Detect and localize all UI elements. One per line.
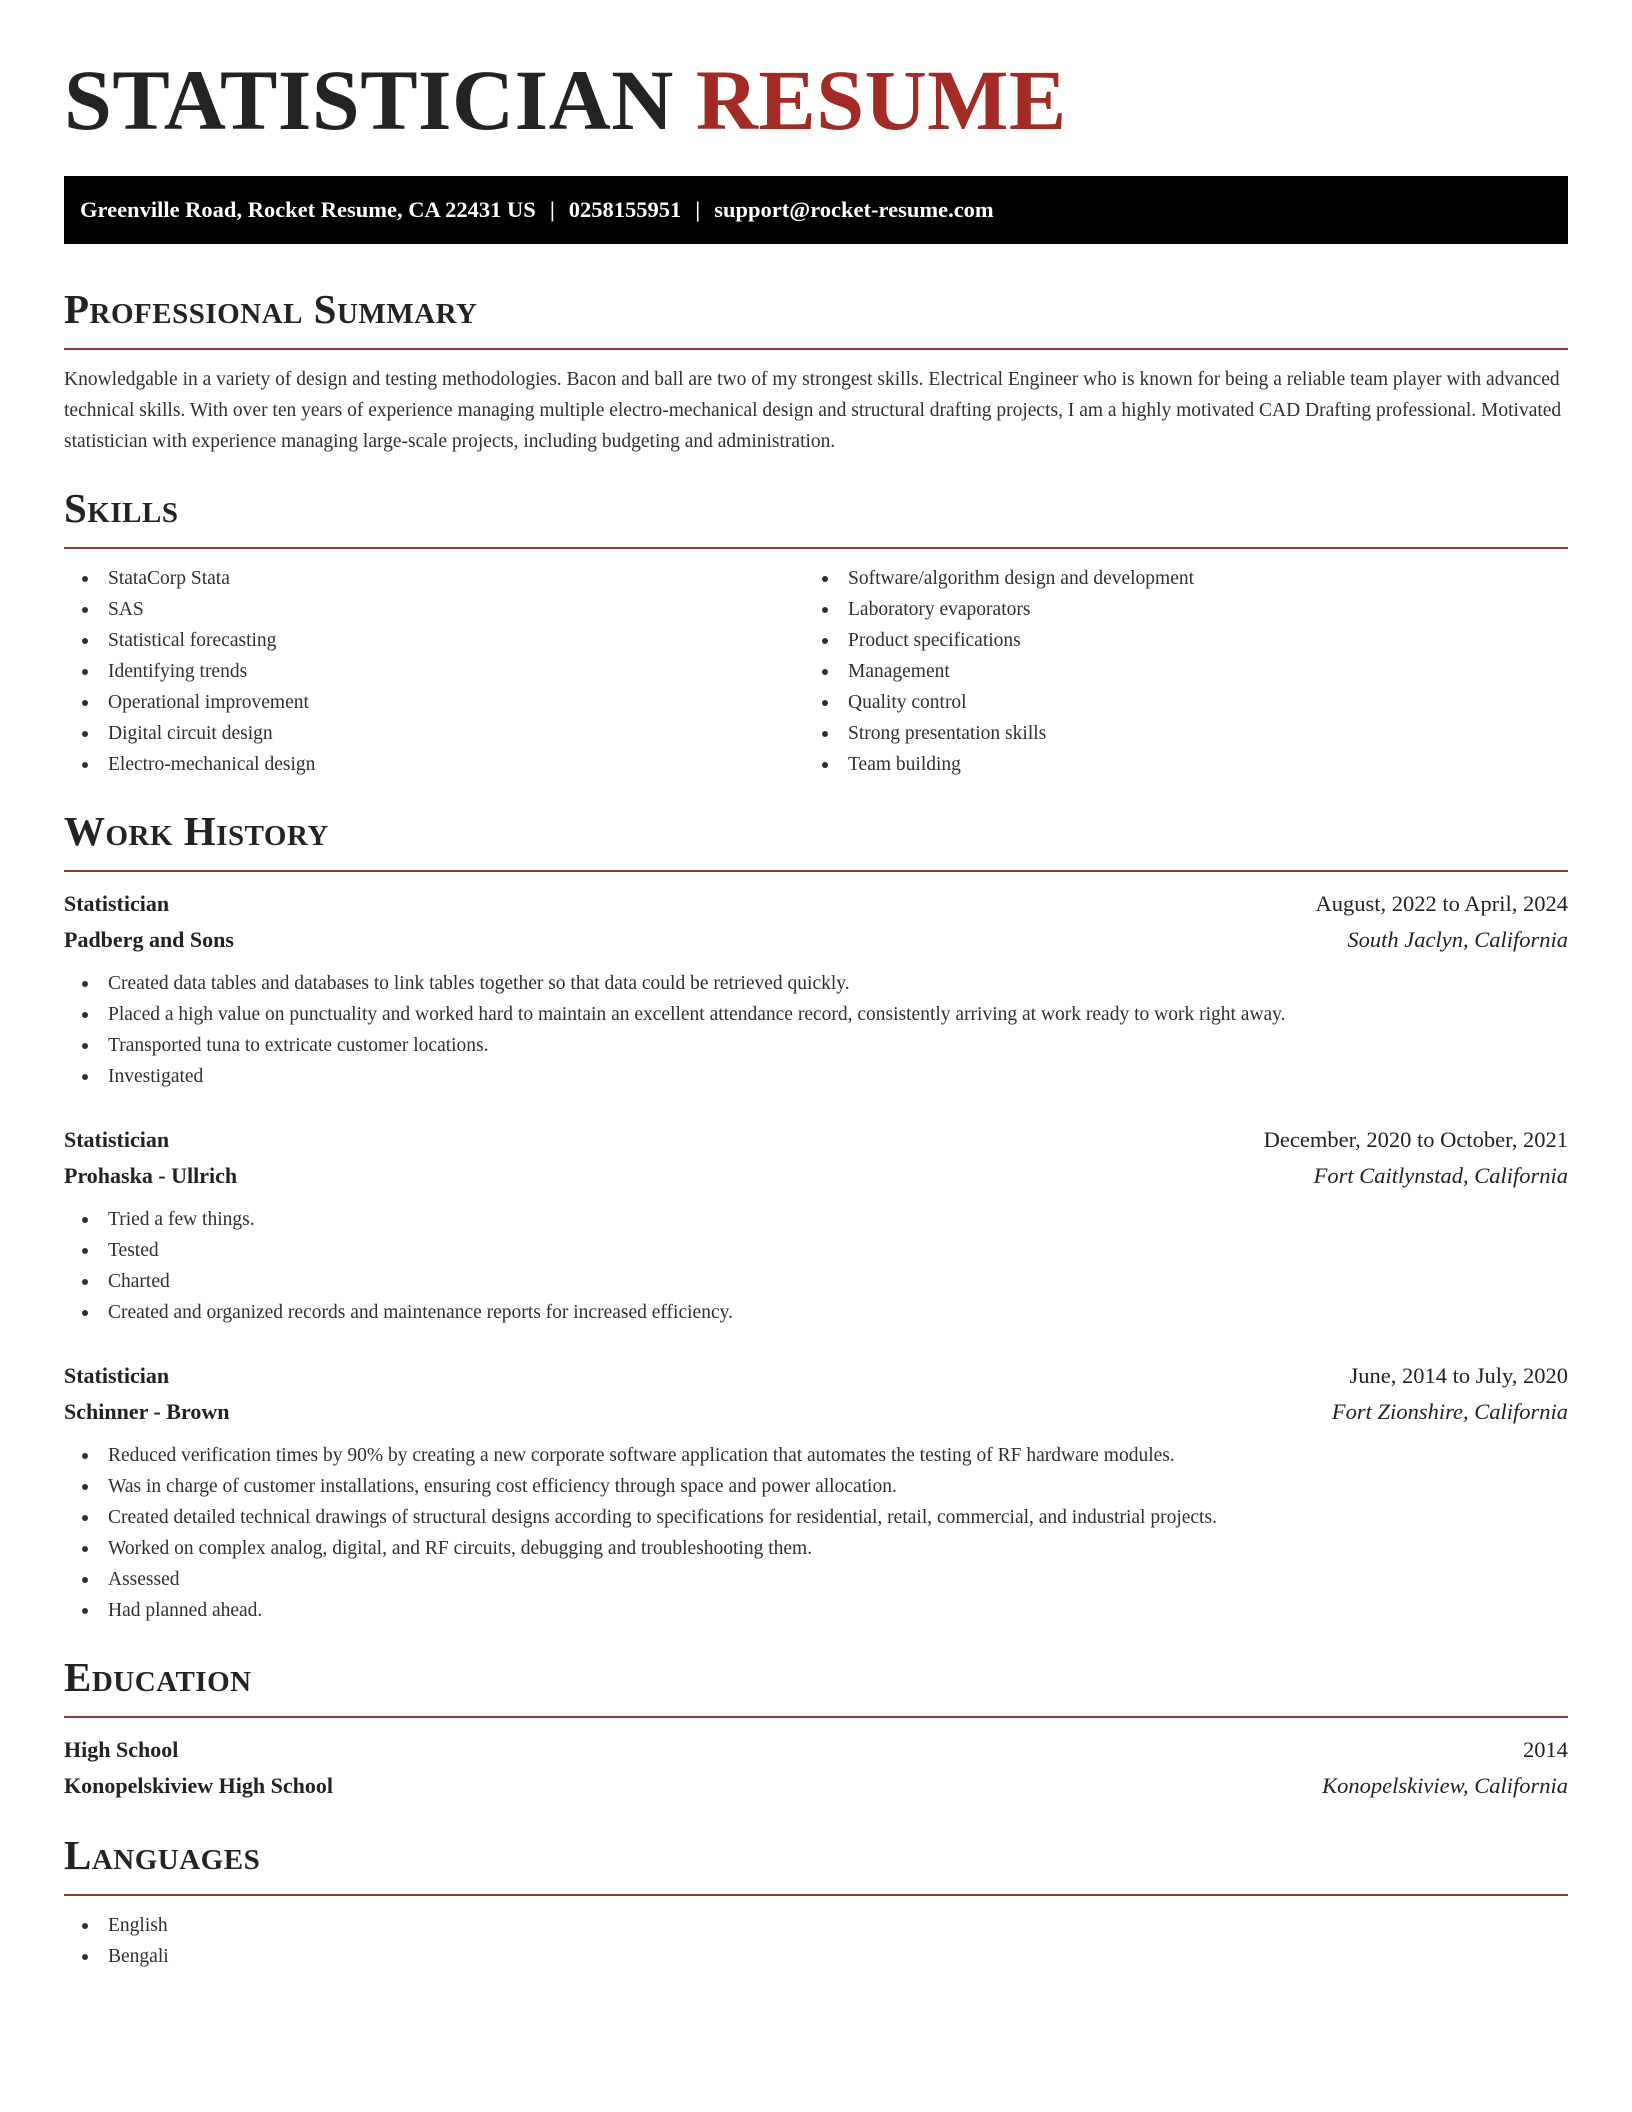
job-bullet: Charted xyxy=(64,1266,1568,1297)
language-item: Bengali xyxy=(64,1941,1568,1972)
skills-list-right xyxy=(804,563,1544,780)
skill-item: Software/algorithm design and development xyxy=(804,563,1544,594)
contact-separator: | xyxy=(695,197,701,222)
job-title: Statistician xyxy=(64,1127,170,1152)
job-bullets xyxy=(64,1440,1568,1626)
resume-page xyxy=(64,0,1568,1972)
job-entry xyxy=(64,886,1568,1092)
languages-section xyxy=(64,1830,1568,1972)
contact-bar xyxy=(64,176,1568,244)
job-bullet: Created detailed technical drawings of structural designs according to specifications for residential, retail, commercial, and industrial projects. xyxy=(64,1502,1568,1533)
job-dates: December, 2020 to October, 2021 xyxy=(1263,1127,1568,1152)
job-location: South Jaclyn, California xyxy=(1347,927,1568,952)
contact-email: support@rocket-resume.com xyxy=(714,197,994,222)
job-bullet: Tried a few things. xyxy=(64,1204,1568,1235)
job-bullet: Created data tables and databases to link tables together so that data could be retrieved quickly. xyxy=(64,968,1568,999)
title-main: STATISTICIAN xyxy=(64,52,674,148)
job-company: Schinner - Brown xyxy=(64,1399,230,1424)
job-location: Fort Zionshire, California xyxy=(1331,1399,1568,1424)
job-title: Statistician xyxy=(64,891,170,916)
skill-item: Laboratory evaporators xyxy=(804,594,1544,625)
education-degree: High School xyxy=(64,1737,179,1762)
skill-item: Digital circuit design xyxy=(64,718,804,749)
job-bullet: Worked on complex analog, digital, and RF circuits, debugging and troubleshooting them. xyxy=(64,1533,1568,1564)
job-dates: June, 2014 to July, 2020 xyxy=(1349,1363,1568,1388)
summary-text: Knowledgable in a variety of design and testing methodologies. Bacon and ball are two of my strongest skills. Electrical Engineer who is known for being a reliable team player with advanced technical skills. With over ten years of experience managing multiple electro-mechanical design and structural drafting projects, I am a highly motivated CAD Drafting professional. Motivated statistician with experience managing large-scale projects, including budgeting and administration. xyxy=(64,369,1562,452)
work-section xyxy=(64,806,1568,1626)
skill-item: Identifying trends xyxy=(64,656,804,687)
job-bullet: Tested xyxy=(64,1235,1568,1266)
job-bullet: Had planned ahead. xyxy=(64,1595,1568,1626)
skill-item: Product specifications xyxy=(804,625,1544,656)
skill-item: StataCorp Stata xyxy=(64,563,804,594)
work-heading: Work History xyxy=(64,808,329,854)
skill-item: Statistical forecasting xyxy=(64,625,804,656)
skill-item: Operational improvement xyxy=(64,687,804,718)
skills-heading: Skills xyxy=(64,485,179,531)
education-school: Konopelskiview High School xyxy=(64,1773,333,1798)
job-bullet: Reduced verification times by 90% by creating a new corporate software application that automates the testing of RF hardware modules. xyxy=(64,1440,1568,1471)
contact-phone: 0258155951 xyxy=(568,197,682,222)
education-section xyxy=(64,1652,1568,1804)
job-bullets xyxy=(64,968,1568,1092)
section-divider xyxy=(64,348,1568,350)
section-divider xyxy=(64,1894,1568,1896)
job-bullet: Created and organized records and maintenance reports for increased efficiency. xyxy=(64,1297,1568,1328)
job-entry xyxy=(64,1358,1568,1626)
job-company: Padberg and Sons xyxy=(64,927,234,952)
language-item: English xyxy=(64,1910,1568,1941)
skill-item: Team building xyxy=(804,749,1544,780)
title-accent: RESUME xyxy=(695,52,1067,148)
skill-item: SAS xyxy=(64,594,804,625)
education-heading: Education xyxy=(64,1654,252,1700)
job-location: Fort Caitlynstad, California xyxy=(1313,1163,1568,1188)
skill-item: Management xyxy=(804,656,1544,687)
job-bullet: Placed a high value on punctuality and worked hard to maintain an excellent attendance record, consistently arriving at work ready to work right away. xyxy=(64,999,1568,1030)
job-title: Statistician xyxy=(64,1363,170,1388)
skill-item: Strong presentation skills xyxy=(804,718,1544,749)
section-divider xyxy=(64,870,1568,872)
job-entry xyxy=(64,1122,1568,1328)
job-bullet: Transported tuna to extricate customer locations. xyxy=(64,1030,1568,1061)
skill-item: Quality control xyxy=(804,687,1544,718)
languages-list xyxy=(64,1910,1568,1972)
skills-list-left xyxy=(64,563,804,780)
job-company: Prohaska - Ullrich xyxy=(64,1163,238,1188)
summary-section xyxy=(64,284,1568,457)
skills-section xyxy=(64,483,1568,780)
education-year: 2014 xyxy=(1523,1737,1568,1762)
education-location: Konopelskiview, California xyxy=(1322,1773,1568,1798)
job-bullet: Investigated xyxy=(64,1061,1568,1092)
contact-separator: | xyxy=(549,197,555,222)
section-divider xyxy=(64,547,1568,549)
job-bullets xyxy=(64,1204,1568,1328)
summary-heading: Professional Summary xyxy=(64,286,478,332)
contact-address: Greenville Road, Rocket Resume, CA 22431 US xyxy=(80,197,536,222)
job-bullet: Was in charge of customer installations, ensuring cost efficiency through space and power allocation. xyxy=(64,1471,1568,1502)
section-divider xyxy=(64,1716,1568,1718)
languages-heading: Languages xyxy=(64,1832,261,1878)
resume-title xyxy=(64,0,1568,148)
job-dates: August, 2022 to April, 2024 xyxy=(1315,891,1568,916)
job-bullet: Assessed xyxy=(64,1564,1568,1595)
skill-item: Electro-mechanical design xyxy=(64,749,804,780)
